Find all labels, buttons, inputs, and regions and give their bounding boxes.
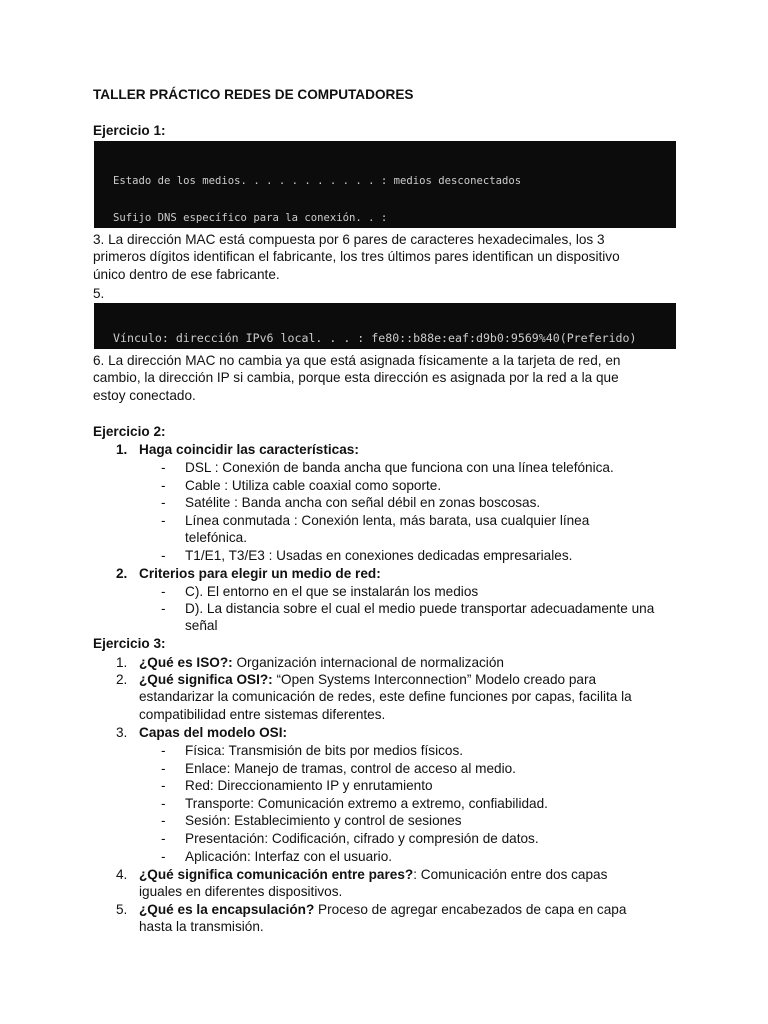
bullet-text: Presentación: Codificación, cifrado y compresión de datos.: [185, 831, 539, 846]
dash-marker: -: [161, 513, 166, 528]
bullet-text: Sesión: Establecimiento y control de sesiones: [185, 813, 462, 828]
bullet-text: Transporte: Comunicación extremo a extremo, confiabilidad.: [185, 796, 548, 811]
list-number: 1.: [116, 442, 128, 457]
list-item-title: Haga coincidir las características:: [139, 442, 359, 457]
paragraph-3: 3. La dirección MAC está compuesta por 6 pares de caracteres hexadecimales, los 3 primeros dígitos identifican el fabricante, los tres últimos pares identifican un dispositivo único dentro de ese fabricante.: [93, 232, 620, 282]
dash-marker: -: [161, 761, 166, 776]
bullet-text: Cable : Utiliza cable coaxial como soporte.: [185, 478, 442, 493]
question-label: Capas del modelo OSI:: [139, 725, 288, 740]
list-number: 2.: [116, 566, 128, 581]
dash-marker: -: [161, 584, 166, 599]
dash-marker: -: [161, 548, 166, 563]
dash-marker: -: [161, 478, 166, 493]
answer-text: “Open Systems Interconnection” Modelo creado para estandarizar la comunicación de redes, este define funciones por capas, facilita la compatibilidad entre sistemas diferentes.: [139, 672, 632, 722]
bullet-text: DSL : Conexión de banda ancha que funciona con una línea telefónica.: [185, 460, 614, 475]
bullet-text: Línea conmutada : Conexión lenta, más barata, usa cualquier línea telefónica.: [185, 513, 590, 546]
dash-marker: -: [161, 743, 166, 758]
ejercicio-1-heading: Ejercicio 1:: [93, 123, 166, 138]
list-number: 3.: [116, 725, 128, 740]
question-label: ¿Qué significa OSI?:: [139, 672, 273, 687]
bullet-text: Satélite : Banda ancha con señal débil en zonas boscosas.: [185, 495, 541, 510]
ejercicio-3-heading: Ejercicio 3:: [93, 636, 166, 651]
terminal-screenshot-2: [94, 303, 676, 349]
dash-marker: -: [161, 831, 166, 846]
dash-marker: -: [161, 495, 166, 510]
dash-marker: -: [161, 778, 166, 793]
terminal-screenshot-1: [94, 141, 676, 228]
bullet-text: Física: Transmisión de bits por medios físicos.: [185, 743, 464, 758]
dash-marker: -: [161, 796, 166, 811]
bullet-text: Aplicación: Interfaz con el usuario.: [185, 849, 393, 864]
answer-text: : Comunicación entre dos capas iguales en diferentes dispositivos.: [139, 867, 608, 900]
dash-marker: -: [161, 460, 166, 475]
list-number: 1.: [116, 655, 128, 670]
ejercicio-2-heading: Ejercicio 2:: [93, 424, 166, 439]
answer-text: Proceso de agregar encabezados de capa en capa hasta la transmisión.: [139, 902, 627, 935]
bullet-text: D). La distancia sobre el cual el medio puede transportar adecuadamente una señal: [185, 601, 655, 634]
document-title: TALLER PRÁCTICO REDES DE COMPUTADORES: [93, 87, 414, 102]
question-label: ¿Qué significa comunicación entre pares?: [139, 867, 414, 882]
paragraph-5-label: 5.: [93, 286, 105, 301]
bullet-text: T1/E1, T3/E3 : Usadas en conexiones dedicadas empresariales.: [185, 548, 573, 563]
bullet-text: Enlace: Manejo de tramas, control de acceso al medio.: [185, 761, 516, 776]
answer-text: Organización internacional de normalización: [232, 655, 504, 670]
list-number: 5.: [116, 902, 128, 917]
question-label: ¿Qué es la encapsulación?: [139, 902, 315, 917]
question-label: ¿Qué es ISO?:: [139, 655, 233, 670]
bullet-text: Red: Direccionamiento IP y enrutamiento: [185, 778, 433, 793]
dash-marker: -: [161, 849, 166, 864]
list-number: 2.: [116, 672, 128, 687]
bullet-text: C). El entorno en el que se instalarán los medios: [185, 584, 479, 599]
terminal-line: Estado de los medios. . . . . . . . . . . : medios desconectados: [113, 174, 522, 187]
dash-marker: -: [161, 601, 166, 616]
list-item-title: Criterios para elegir un medio de red:: [139, 566, 381, 581]
dash-marker: -: [161, 813, 166, 828]
terminal-line: Sufijo DNS específico para la conexión. . :: [113, 212, 388, 225]
paragraph-6: 6. La dirección MAC no cambia ya que está asignada físicamente a la tarjeta de red, en cambio, la dirección IP si cambia, porque esta dirección es asignada por la red a la que estoy conectado.: [93, 353, 621, 403]
terminal-line: Vínculo: dirección IPv6 local. . . : fe80::b88e:eaf:d9b0:9569%40(Preferido): [113, 331, 637, 346]
list-number: 4.: [116, 867, 128, 882]
